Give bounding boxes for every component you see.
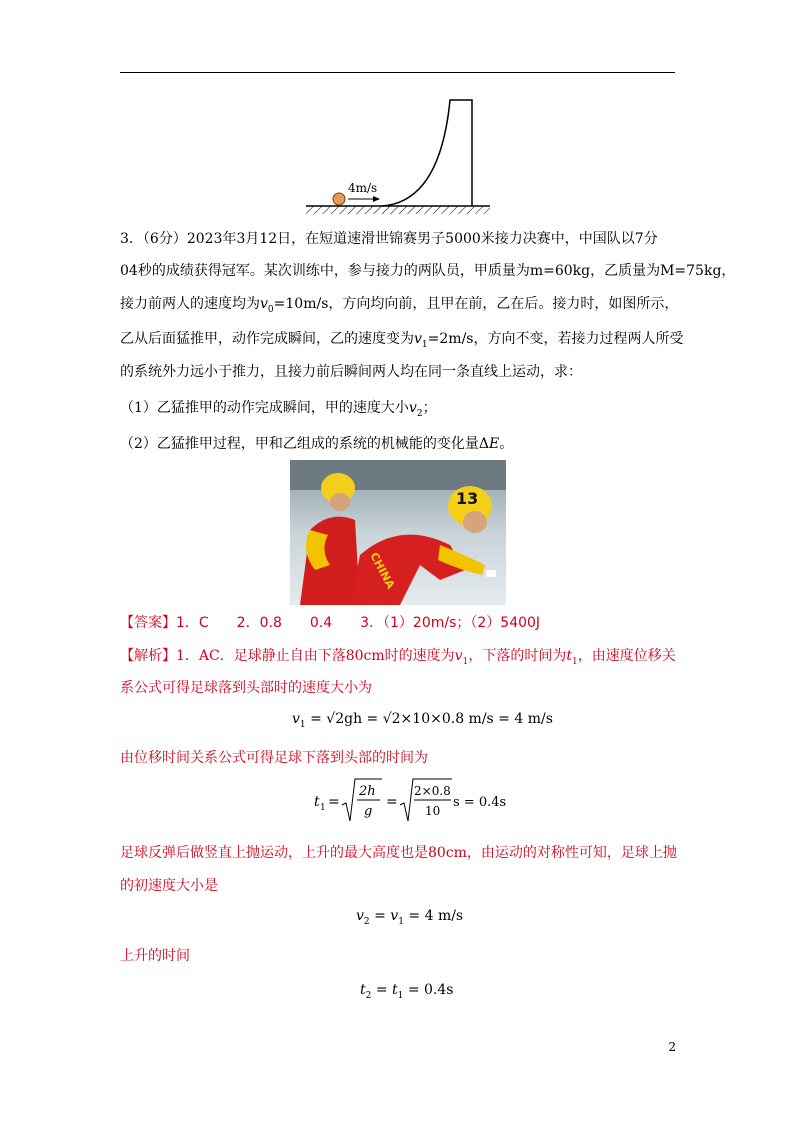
q3-line-5: 的系统外力远小于推力，且接力前后瞬间两人均在同一条直线上运动，求： [120, 364, 582, 380]
eq2-tail: s = 0.4s [453, 795, 507, 810]
eq2-t-sub: 1 [320, 803, 326, 813]
analysis-label: 【解析】 [120, 648, 176, 664]
skaters-photo [290, 460, 506, 605]
eq1-v-sub: 1 [299, 719, 306, 730]
q3-sub-question-1 [120, 398, 437, 424]
equation-2 [312, 775, 507, 827]
eq3-v2-sub: 2 [363, 916, 370, 927]
analysis-line-6: 上升的时间 [120, 948, 190, 964]
answer-label: 【答案】 [120, 615, 176, 631]
ramp-curve [382, 100, 472, 206]
analysis-t1-sub: 1 [571, 656, 578, 667]
analysis-line-1-b: ，下落的时间为 [468, 648, 567, 664]
analysis-line-5: 的初速度大小是 [120, 878, 218, 894]
q3-v0-var: v [260, 296, 268, 312]
q3-line-1: 3．（6分）2023年3月12日，在短道速滑世锦赛男子5000米接力决赛中，中国队以7分 [120, 231, 658, 247]
eq2-eq1: = [328, 794, 340, 810]
q3-sub2-b: 。 [499, 436, 514, 452]
analysis-line-2: 系公式可得足球落到头部时的速度大小为 [120, 680, 372, 696]
eq3-tail: = 4 m/s [408, 908, 464, 924]
eq3-v1: v [390, 908, 399, 924]
q3-v1-var: v [414, 331, 422, 347]
header-rule [120, 72, 675, 73]
eq4-t1-sub: 1 [397, 990, 404, 1001]
eq1-body: = √2gh = √2×10×0.8 m/s = 4 m/s [310, 711, 553, 727]
q3-line-3-a: 接力前两人的速度均为 [120, 296, 260, 312]
ball [333, 193, 345, 205]
ground-hatch [306, 206, 490, 214]
eq4-t2: t [360, 982, 366, 998]
q3-line-2: 04秒的成绩获得冠军。某次训练中，参与接力的两队员，甲质量为m=60kg，乙质量为M=75kg， [120, 263, 736, 279]
velocity-label: 4m/s [348, 181, 378, 195]
q3-line-3 [120, 294, 678, 320]
eq4-t2-sub: 2 [365, 990, 372, 1001]
eq4-t1: t [392, 982, 398, 998]
analysis-line-4: 足球反弹后做竖直上抛运动，上升的最大高度也是80cm，由运动的对称性可知，足球上抛 [120, 845, 677, 861]
helmet-number: 13 [456, 489, 479, 508]
page-number: 2 [668, 1040, 676, 1054]
eq2-t: t [314, 794, 320, 810]
analysis-line-1-a: 1．AC．足球静止自由下落80cm时的速度为 [176, 648, 455, 664]
eq2-eq2: = [386, 794, 398, 810]
q3-sub1-a: （1）乙猛推甲的动作完成瞬间，甲的速度大小 [120, 400, 409, 416]
equation-1 [292, 711, 553, 730]
q3-sub2-a: （2）乙猛推甲过程，甲和乙组成的系统的机械能的变化量Δ [120, 436, 490, 452]
analysis-line-1-c: ，由速度位移关 [577, 648, 676, 664]
q3-v2-sub: 2 [416, 408, 423, 419]
eq3-v1-sub: 1 [398, 916, 404, 927]
analysis-line-1 [120, 646, 676, 672]
ramp-diagram [300, 92, 500, 217]
jersey-text: CHINA [367, 550, 398, 591]
q3-v2-var: v [408, 400, 417, 416]
q3-line-3-b: =10m/s，方向均向前，且甲在前，乙在后。接力时，如图所示， [273, 296, 679, 312]
eq4-tail: = 0.4s [407, 982, 454, 998]
equation-4: $t_2 = t_1 = 0.4s$ [360, 982, 454, 1001]
q3-line-4-a: 乙从后面猛推甲，动作完成瞬间，乙的速度变为 [120, 331, 414, 347]
answer-line [120, 613, 540, 633]
q3-sub-question-2 [120, 434, 513, 454]
skaters-illustration [290, 460, 506, 605]
eq2-frac1-den: g [364, 804, 373, 819]
analysis-t1-var: t [566, 648, 572, 664]
analysis-line-3: 由位移时间关系公式可得足球下落到头部的时间为 [120, 750, 428, 766]
answer-text: 1．C 2．0.8 0.4 3．（1）20m/s；（2）5400J [176, 615, 541, 631]
eq1-v: v [292, 711, 300, 727]
q3-sub1-b: ； [422, 400, 437, 416]
q3-line-4 [120, 329, 683, 355]
eq2-frac1-num: 2h [359, 784, 376, 799]
q3-E-var: E [489, 436, 500, 452]
velocity-arrowhead [373, 196, 380, 202]
q3-v0-sub: 0 [267, 304, 274, 315]
analysis-v1-var: v [454, 648, 463, 664]
q3-v1-sub: 1 [421, 339, 428, 350]
q3-line-4-b: =2m/s，方向不变，若接力过程两人所受 [427, 331, 684, 347]
analysis-v1-sub: 1 [462, 656, 469, 667]
equation-3: $v_2 = v_1 = 4$ m/s [356, 908, 464, 927]
eq2-frac2-num: 2×0.8 [414, 784, 451, 798]
eq2-frac2-den: 10 [425, 804, 441, 818]
eq3-v2: v [356, 908, 364, 924]
